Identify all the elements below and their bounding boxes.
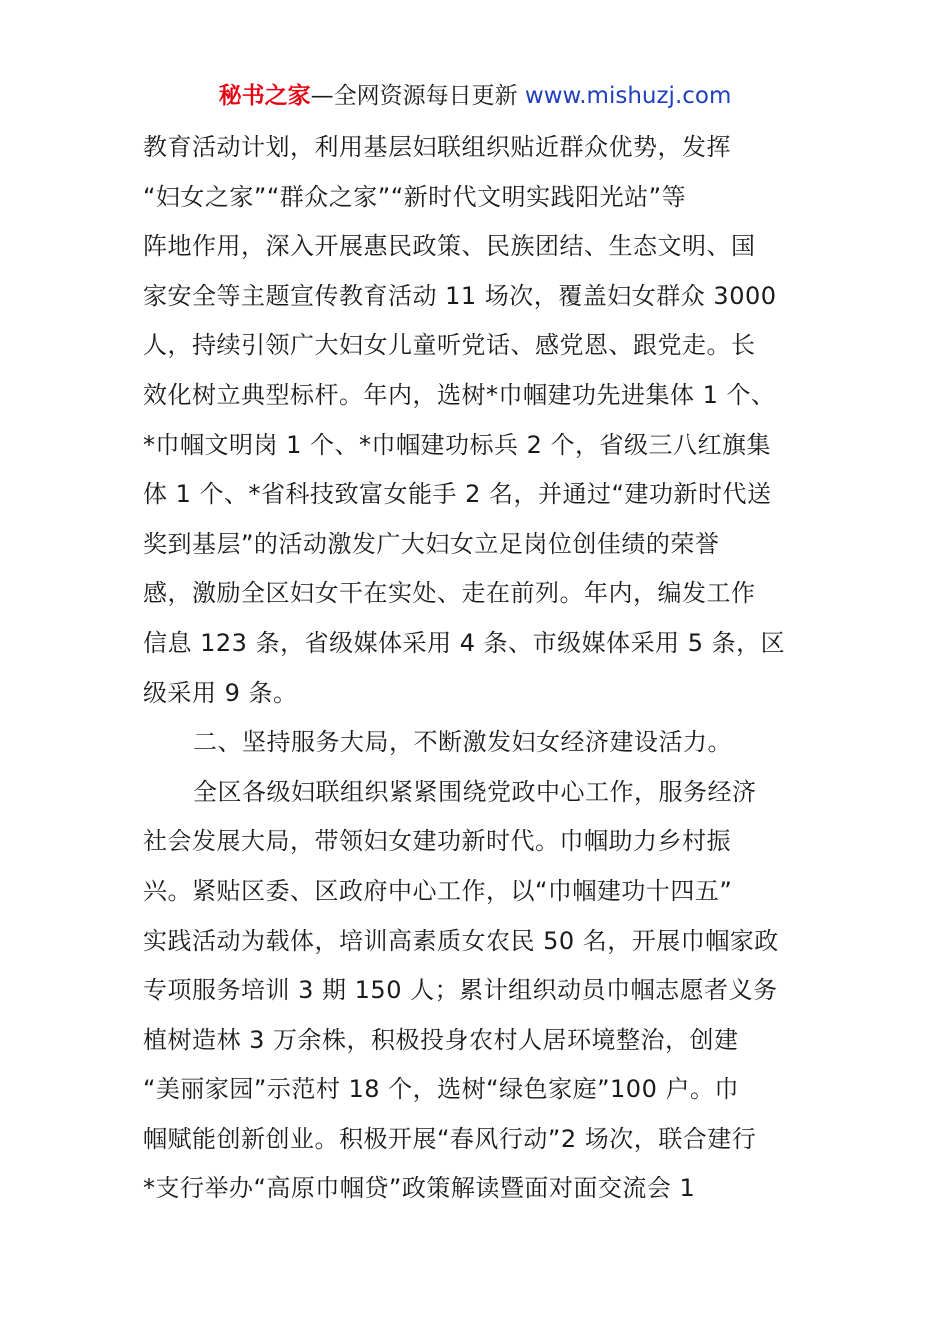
text-line: 帼赋能创新创业。积极开展“春风行动”2 场次，联合建行 — [143, 1124, 757, 1153]
text-line: 家安全等主题宣传教育活动 11 场次，覆盖妇女群众 3000 — [143, 281, 777, 310]
text-line: 实践活动为载体，培训高素质女农民 50 名，开展巾帼家政 — [143, 926, 779, 955]
section-heading: 二、坚持服务大局，不断激发妇女经济建设活力。 — [193, 728, 732, 757]
text-line: 感，激励全区妇女干在实处、走在前列。年内，编发工作 — [143, 579, 756, 608]
text-line: 级采用 9 条。 — [143, 678, 298, 707]
text-line: “妇女之家”“群众之家”“新时代文明实践阳光站”等 — [143, 182, 687, 211]
document-body — [143, 123, 813, 1214]
text-line: 阵地作用，深入开展惠民政策、民族团结、生态文明、国 — [143, 232, 756, 261]
page-header — [0, 80, 950, 112]
site-url[interactable]: www.mishuzj.com — [517, 83, 732, 109]
text-line: 人，持续引领广大妇女儿童听党话、感党恩、跟党走。长 — [143, 331, 756, 360]
text-line: 效化树立典型标杆。年内，选树*巾帼建功先进集体 1 个、 — [143, 380, 776, 409]
text-line: 信息 123 条，省级媒体采用 4 条、市级媒体采用 5 条，区 — [143, 628, 786, 657]
brand-name: 秘书之家 — [218, 83, 311, 109]
header-slogan: —全网资源每日更新 — [310, 83, 518, 109]
text-line: *巾帼文明岗 1 个、*巾帼建功标兵 2 个，省级三八红旗集 — [143, 430, 772, 459]
text-line: 体 1 个、*省科技致富女能手 2 名，并通过“建功新时代送 — [143, 480, 772, 509]
text-line: “美丽家园”示范村 18 个，选树“绿色家庭”100 户。巾 — [143, 1075, 739, 1104]
text-line: 奖到基层”的活动激发广大妇女立足岗位创佳绩的荣誉 — [143, 529, 720, 558]
text-line: 兴。紧贴区委、区政府中心工作，以“巾帼建功十四五” — [143, 876, 733, 905]
text-line: 教育活动计划，利用基层妇联组织贴近群众优势，发挥 — [143, 133, 731, 161]
text-line: 社会发展大局，带领妇女建功新时代。巾帼助力乡村振 — [143, 827, 731, 856]
text-line: 植树造林 3 万余株，积极投身农村人居环境整治，创建 — [143, 1025, 739, 1054]
text-line: *支行举办“高原巾帼贷”政策解读暨面对面交流会 1 — [143, 1174, 696, 1203]
text-line: 专项服务培训 3 期 150 人；累计组织动员巾帼志愿者义务 — [143, 976, 778, 1005]
paragraph-start-line: 全区各级妇联组织紧紧围绕党政中心工作，服务经济 — [193, 777, 757, 806]
